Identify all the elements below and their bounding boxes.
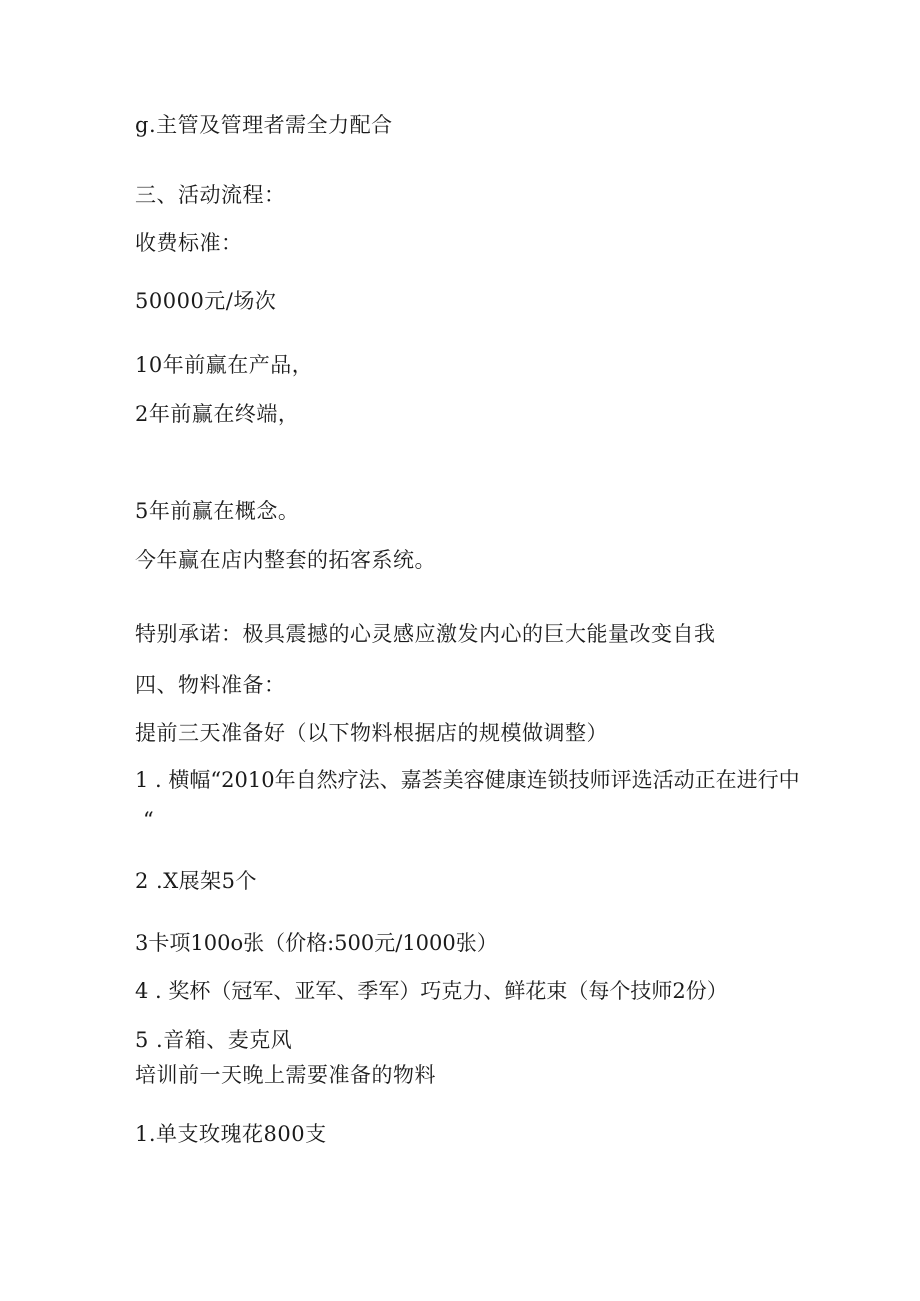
text-line-this-year: 今年赢在店内整套的拓客系统。 bbox=[135, 548, 436, 572]
list-item-cards: 3卡项100o张（价格:500元/1000张） bbox=[135, 931, 498, 955]
list-item-speakers: 5 .音箱、麦克风 bbox=[135, 1028, 293, 1052]
text-line-item-g: g.主管及管理者需全力配合 bbox=[135, 113, 393, 137]
text-line-night-before: 培训前一天晚上需要准备的物料 bbox=[135, 1063, 436, 1087]
text-line-two-years: 2年前赢在终端， bbox=[135, 402, 300, 426]
list-item-trophies: 4 . 奖杯（冠军、亚军、季军）巧克力、鲜花束（每个技师2份） bbox=[135, 979, 728, 1003]
text-line-fee-standard: 收费标准： bbox=[135, 231, 243, 255]
list-item-banner: 1 . 横幅“2010年自然疗法、嘉荟美容健康连锁技师评选活动正在进行中 bbox=[135, 768, 800, 792]
section-heading-material-prep: 四、物料准备： bbox=[135, 673, 286, 697]
list-item-banner-quote: “ bbox=[143, 808, 155, 832]
text-line-special-commitment: 特别承诺：极具震撼的心灵感应激发内心的巨大能量改变自我 bbox=[135, 622, 716, 646]
text-line-prepare-three-days: 提前三天准备好（以下物料根据店的规模做调整） bbox=[135, 721, 608, 745]
text-line-five-years: 5年前赢在概念。 bbox=[135, 499, 300, 523]
list-item-x-stand: 2 .X展架5个 bbox=[135, 869, 258, 893]
section-heading-activity-process: 三、活动流程： bbox=[135, 183, 286, 207]
list-item-roses: 1.单支玫瑰花800支 bbox=[135, 1122, 327, 1146]
text-line-ten-years: 10年前赢在产品， bbox=[135, 353, 314, 377]
text-line-fee-amount: 50000元/场次 bbox=[135, 289, 277, 313]
